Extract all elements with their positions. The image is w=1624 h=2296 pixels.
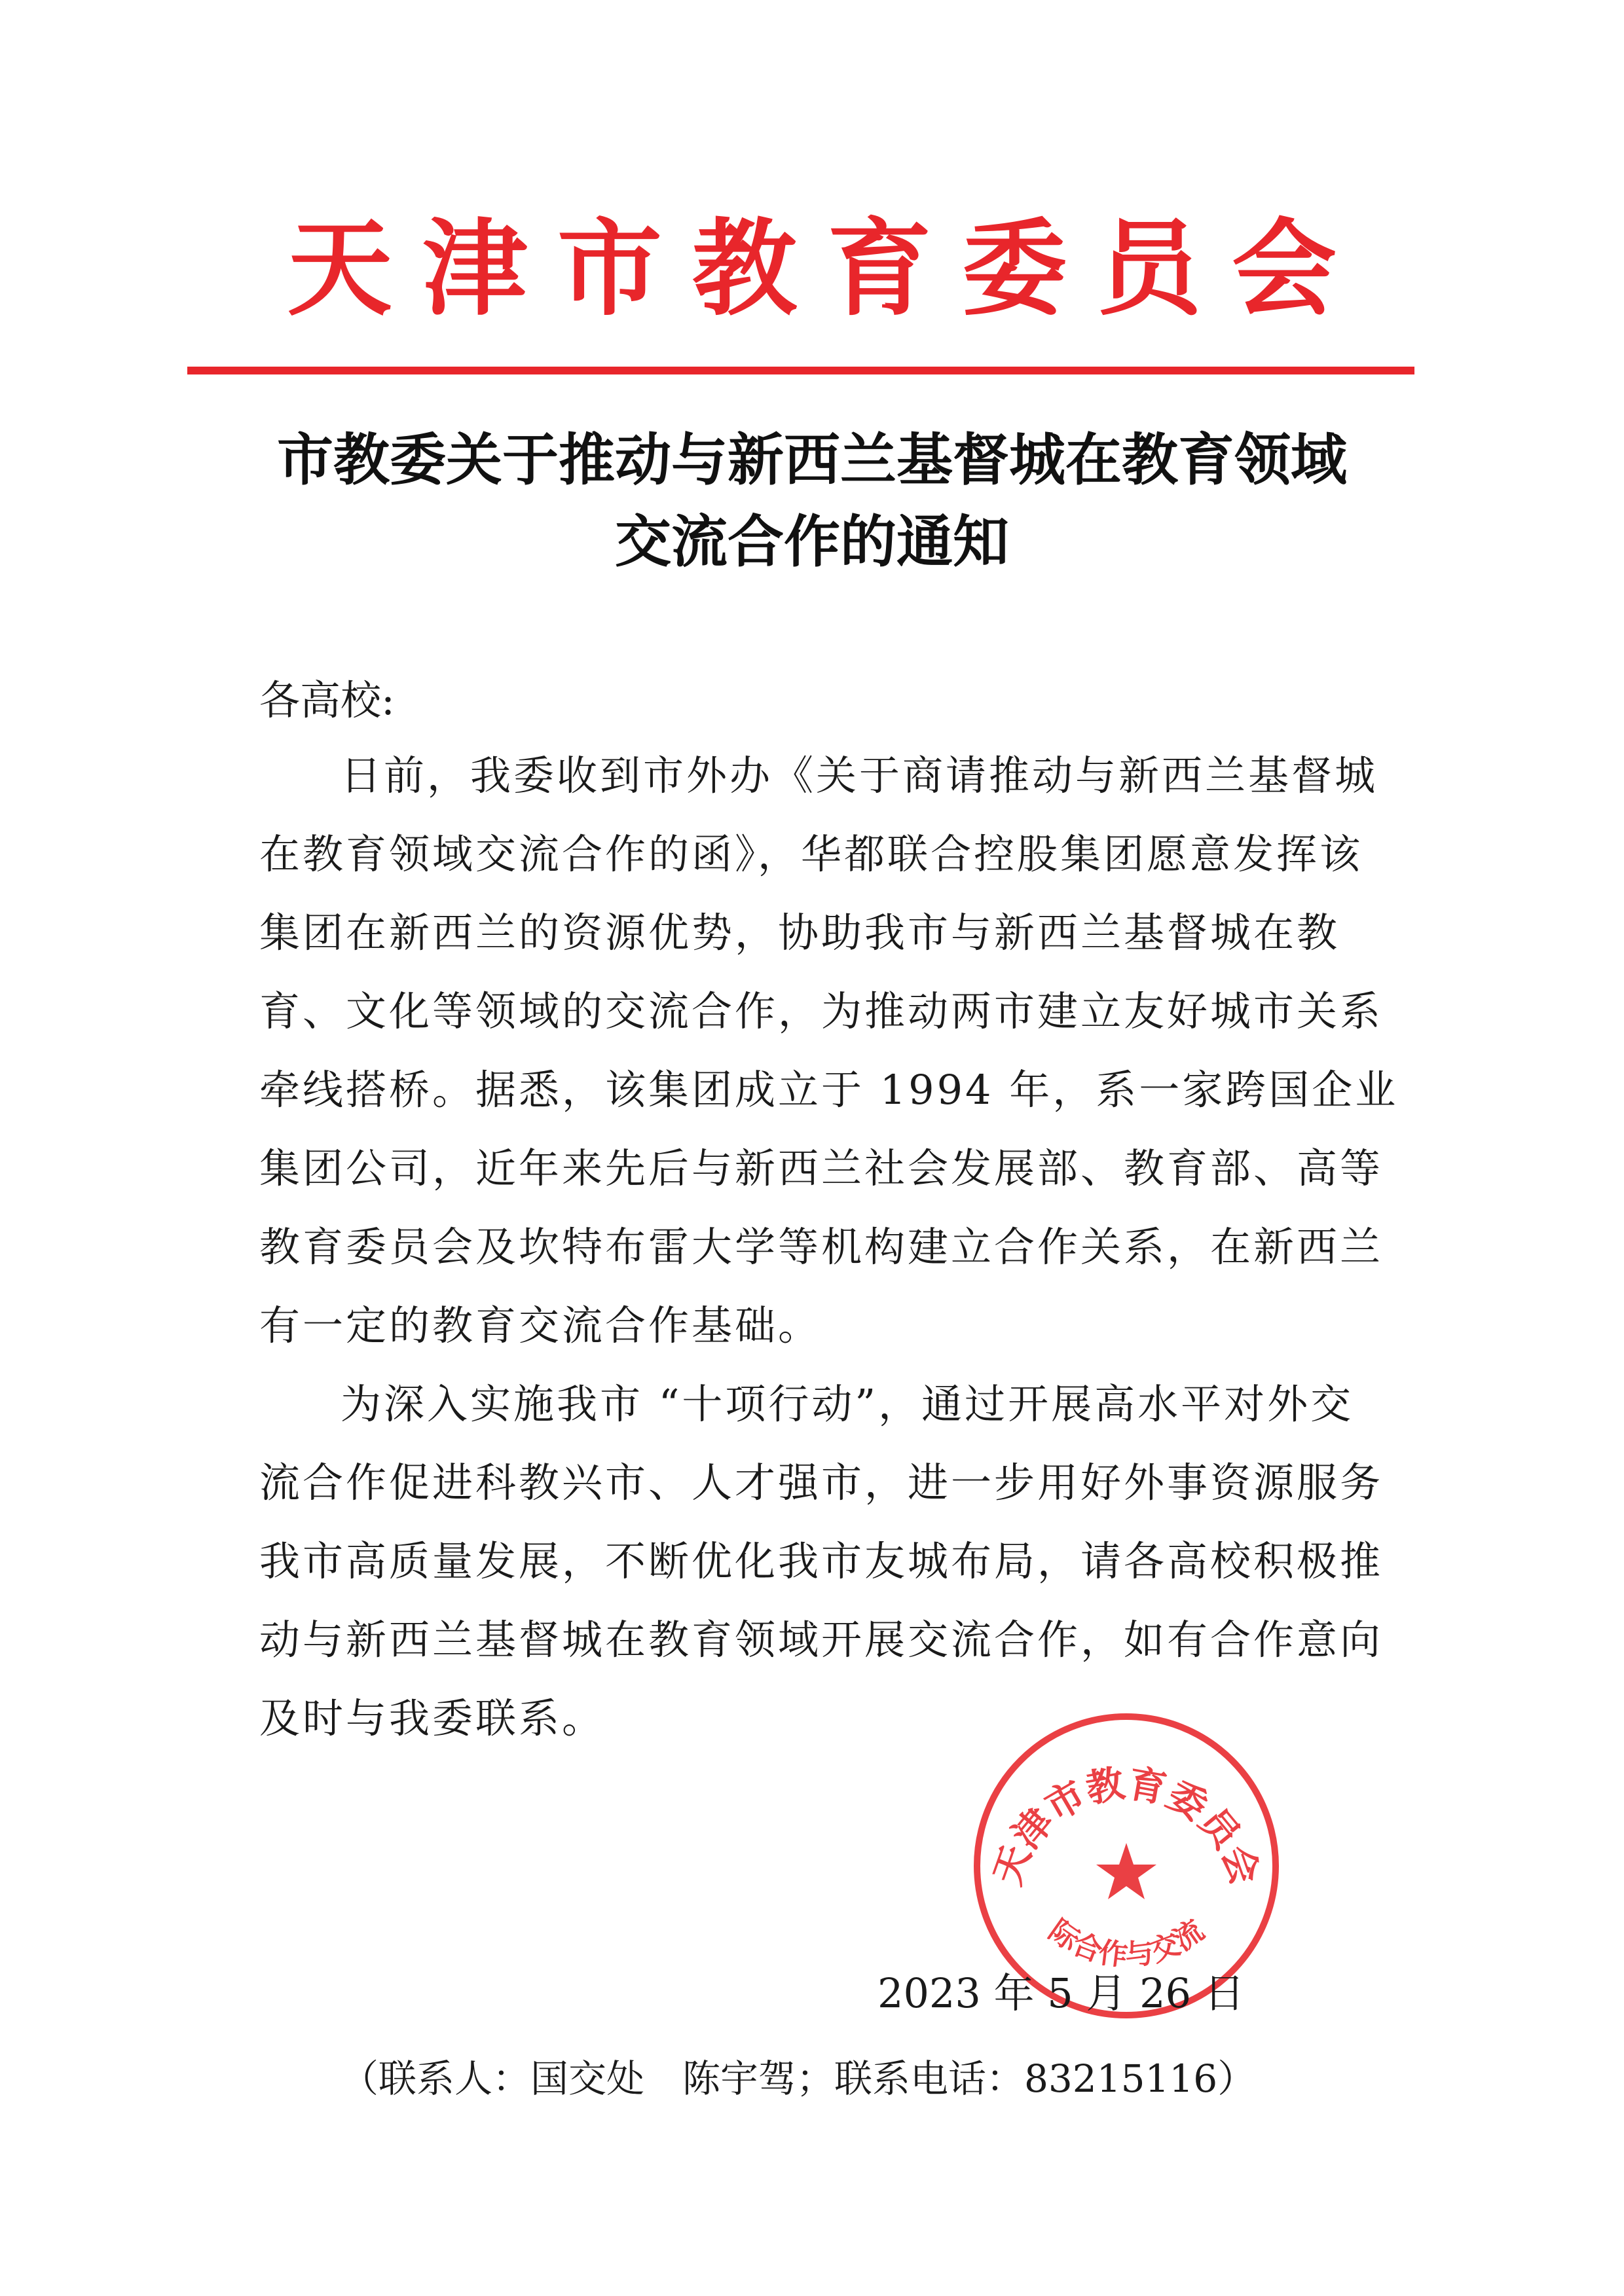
paragraph-2-line: 动与新西兰基督城在教育领域开展交流合作，如有合作意向 [259, 1616, 1384, 1664]
paragraph-1-line: 在教育领域交流合作的函》，华都联合控股集团愿意发挥该 [259, 830, 1363, 878]
paragraph-1-line: 牵线搭桥。据悉，该集团成立于 1994 年，系一家跨国企业 [259, 1066, 1399, 1114]
seal-bottom-text: 际合作与交流 [1043, 1913, 1210, 1973]
paragraph-1-line: 有一定的教育交流合作基础。 [259, 1302, 822, 1349]
salutation: 各高校: [259, 676, 395, 724]
paragraph-2-line: 为深入实施我市 “十项行动”，通过开展高水平对外交 [341, 1380, 1354, 1428]
contact-info: （联系人：国交处 陈宇驾；联系电话：83215116） [341, 2056, 1256, 2101]
paragraph-1-line: 集团公司，近年来先后与新西兰社会发展部、教育部、高等 [259, 1144, 1384, 1192]
paragraph-1-line: 育、文化等领域的交流合作，为推动两市建立友好城市关系 [259, 987, 1384, 1035]
document-title-line-2: 交流合作的通知 [615, 509, 1009, 575]
document-title [0, 419, 1624, 583]
paragraph-2-line: 流合作促进科教兴市、人才强市，进一步用好外事资源服务 [259, 1459, 1384, 1506]
document-title-line-1: 市教委关于推动与新西兰基督城在教育领域 [277, 427, 1347, 493]
document-masthead: 天津市教育委员会 [287, 207, 1367, 330]
paragraph-2-line: 及时与我委联系。 [259, 1694, 606, 1742]
masthead-red-rule [187, 367, 1414, 374]
issue-date: 2023 年 5 月 26 日 [877, 1969, 1245, 2017]
paragraph-1-line: 教育委员会及坎特布雷大学等机构建立合作关系，在新西兰 [259, 1223, 1384, 1271]
paragraph-2-line: 我市高质量发展，不断优化我市友城布局，请各高校积极推 [259, 1537, 1384, 1585]
seal-star-icon [1096, 1843, 1156, 1899]
seal-top-text: 天津市教育委员会 [984, 1760, 1268, 1891]
paragraph-1 [259, 737, 1399, 1365]
paragraph-1-line: 集团在新西兰的资源优势，协助我市与新西兰基督城在教 [259, 909, 1340, 957]
paragraph-1-line: 日前，我委收到市外办《关于商请推动与新西兰基督城 [341, 752, 1378, 799]
paragraph-2 [259, 1365, 1399, 1758]
